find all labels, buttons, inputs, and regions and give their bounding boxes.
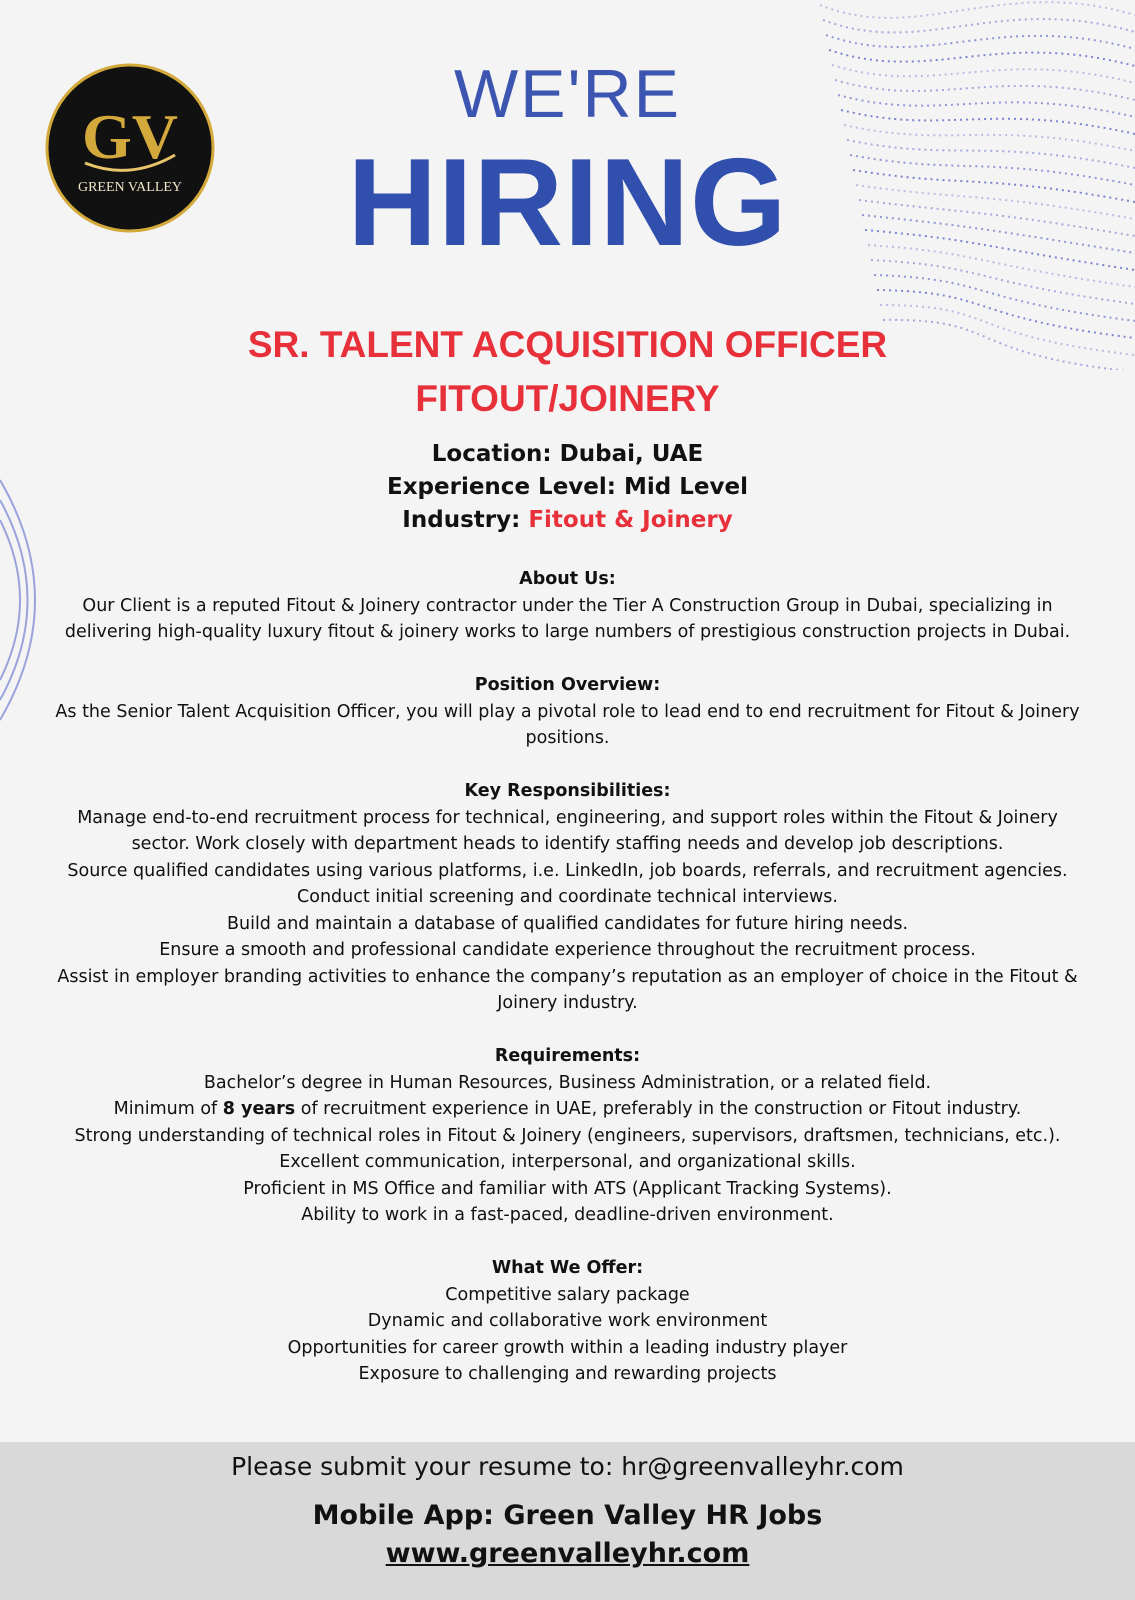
experience-value: Mid Level (624, 474, 748, 500)
responsibility-line: sector. Work closely with department heads to identify staffing needs and develop job descriptions. (131, 834, 1004, 854)
responsibility-line: Build and maintain a database of qualified candidates for future hiring needs. (226, 913, 909, 934)
job-meta (0, 438, 1135, 537)
requirement-line: Proficient in MS Office and familiar with ATS (Applicant Tracking Systems). (243, 1178, 892, 1199)
industry-label: Industry: (402, 507, 521, 533)
offer-line: Competitive salary package (445, 1284, 690, 1305)
overview-heading: Position Overview: (474, 675, 661, 695)
offer-line: Exposure to challenging and rewarding projects (358, 1364, 777, 1384)
industry-value: Fitout & Joinery (528, 507, 733, 533)
responsibility-line: Joinery industry. (497, 993, 638, 1013)
requirement-text: of recruitment experience in UAE, preferably in the construction or Fitout industry. (295, 1099, 1022, 1119)
requirement-text: Minimum of (113, 1099, 223, 1119)
logo-company-name: GREEN VALLEY (77, 180, 183, 195)
responsibility-line: Assist in employer branding activities to enhance the company’s reputation as an employer of choice in the Fitout & (57, 966, 1078, 987)
requirement-line-experience (0, 1096, 1135, 1123)
experience-label: Experience Level: (387, 474, 616, 500)
job-description (0, 566, 1135, 1388)
job-title-line-2: FITOUT/JOINERY (415, 378, 720, 419)
experience-line (0, 471, 1135, 504)
requirement-line: Ability to work in a fast-paced, deadline-driven environment. (301, 1205, 834, 1225)
overview-line: As the Senior Talent Acquisition Officer, you will play a pivotal role to lead end to end recruitment for Fitout & Joinery (55, 701, 1080, 722)
about-heading: About Us: (519, 569, 616, 589)
website-link[interactable]: www.greenvalleyhr.com (385, 1538, 750, 1569)
requirement-line: Bachelor’s degree in Human Resources, Business Administration, or a related field. (203, 1072, 932, 1093)
location-line (0, 438, 1135, 471)
about-line: delivering high-quality luxury fitout & joinery works to large numbers of prestigious construction projects in Dubai. (64, 622, 1071, 642)
responsibilities-heading: Key Responsibilities: (464, 781, 671, 801)
headline-hiring: HIRING (347, 134, 788, 272)
headline-were: WE'RE (454, 56, 681, 132)
requirement-line: Excellent communication, interpersonal, and organizational skills. (279, 1152, 856, 1172)
responsibility-line: Ensure a smooth and professional candidate experience throughout the recruitment process. (159, 940, 976, 960)
job-title-line-1: SR. TALENT ACQUISITION OFFICER (247, 324, 888, 365)
offer-heading: What We Offer: (491, 1258, 644, 1278)
location-label: Location: (431, 441, 552, 467)
responsibility-line: Source qualified candidates using various platforms, i.e. LinkedIn, job boards, referrals, and recruitment agencies. (67, 860, 1068, 881)
responsibility-line: Manage end-to-end recruitment process for technical, engineering, and support roles within the Fitout & Joinery (77, 807, 1058, 828)
offer-line: Dynamic and collaborative work environment (367, 1311, 768, 1331)
mobile-app-text: Mobile App: Green Valley HR Jobs (312, 1500, 823, 1531)
logo-monogram: GV (82, 101, 178, 172)
responsibility-line: Conduct initial screening and coordinate technical interviews. (297, 887, 838, 907)
industry-line (0, 504, 1135, 537)
location-value: Dubai, UAE (559, 441, 704, 467)
offer-line: Opportunities for career growth within a leading industry player (287, 1337, 848, 1358)
about-line: Our Client is a reputed Fitout & Joinery contractor under the Tier A Construction Group in Dubai, specializing in (82, 595, 1053, 616)
requirement-line: Strong understanding of technical roles in Fitout & Joinery (engineers, supervisors, draftsmen, technicians, etc.). (74, 1125, 1061, 1146)
requirements-heading: Requirements: (494, 1046, 641, 1066)
footer-bar (0, 1442, 1135, 1600)
job-title (0, 318, 1135, 426)
overview-line: positions. (525, 728, 610, 748)
requirement-years: 8 years (222, 1099, 296, 1119)
submit-resume-text[interactable]: Please submit your resume to: hr@greenvalleyhr.com (231, 1452, 904, 1481)
